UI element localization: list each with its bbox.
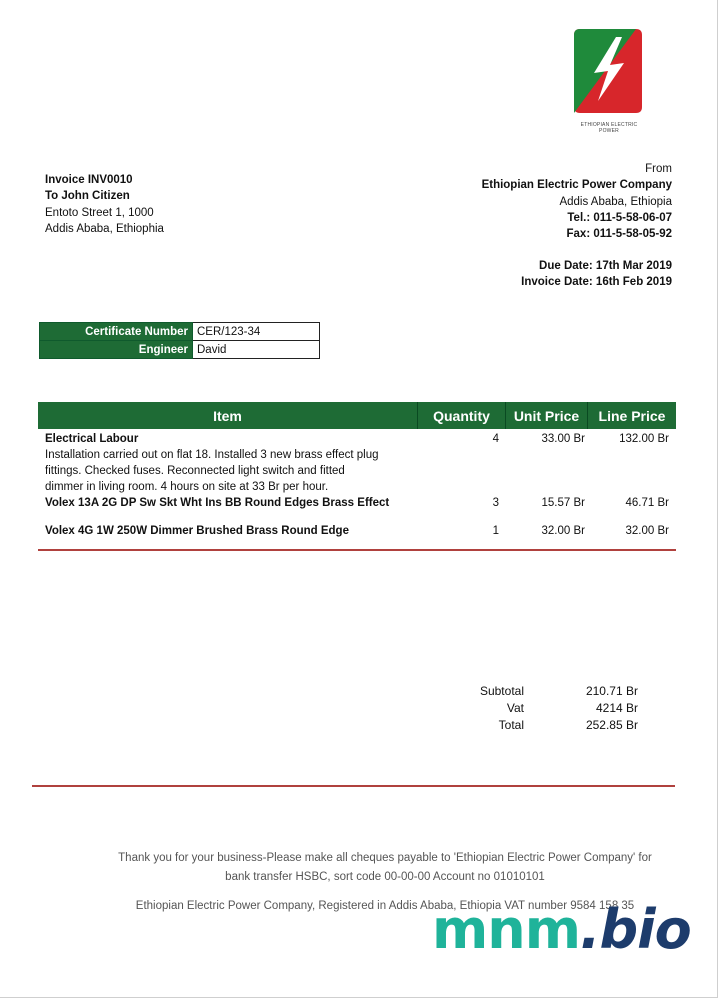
header-quantity: Quantity (418, 402, 506, 429)
item-unit-price: 15.57 Br (541, 497, 585, 509)
registration-note: Ethiopian Electric Power Company, Registered in Addis Ababa, Ethiopia VAT number 9584 158 35 (135, 900, 635, 912)
company-fax: Fax: 011-5-58-05-92 (566, 228, 672, 241)
certificate-row (40, 323, 320, 341)
subtotal-value: 210.71 Br (585, 684, 638, 698)
bill-to-block (45, 172, 164, 237)
item-line-price: 32.00 Br (625, 525, 669, 537)
payment-note (90, 849, 680, 887)
recipient-name: To John Citizen (45, 190, 130, 203)
due-date: Due Date: 17th Mar 2019 (539, 260, 672, 272)
dates-block (521, 258, 672, 291)
lightning-logo-icon (572, 27, 644, 117)
item-quantity: 1 (492, 525, 499, 537)
vat-label: Vat (506, 701, 524, 715)
payment-note-line: Thank you for your business-Please make all cheques payable to 'Ethiopian Electric Power Company' for (118, 852, 652, 864)
watermark-part2: .bio (579, 898, 691, 961)
item-quantity: 4 (492, 433, 499, 445)
item-description-cell (45, 431, 417, 495)
total-value: 252.85 Br (585, 718, 638, 732)
item-title: Volex 4G 1W 250W Dimmer Brushed Brass Round Edge (45, 525, 349, 537)
items-divider (38, 549, 676, 551)
vat-value: 4214 Br (595, 701, 638, 715)
item-unit-price: 33.00 Br (541, 433, 585, 445)
items-table-header (38, 402, 676, 429)
recipient-street: Entoto Street 1, 1000 (45, 206, 154, 219)
item-line-price: 46.71 Br (625, 497, 669, 509)
recipient-city: Addis Ababa, Ethiophia (45, 222, 164, 235)
from-label: From (645, 163, 672, 175)
logo-caption: ETHIOPIAN ELECTRIC POWER (580, 122, 638, 134)
invoice-date: Invoice Date: 16th Feb 2019 (521, 276, 672, 289)
certificate-number-label: Certificate Number (40, 323, 193, 341)
item-quantity: 3 (492, 497, 499, 509)
item-description-line: Installation carried out on flat 18. Installed 3 new brass effect plug (45, 449, 379, 461)
subtotal-label: Subtotal (479, 684, 524, 698)
total-label: Total (498, 718, 524, 732)
engineer-label: Engineer (40, 341, 193, 359)
certificate-table (39, 322, 320, 359)
watermark (432, 900, 691, 960)
item-description-line: dimmer in living room. 4 hours on site at 33 Br per hour. (45, 481, 329, 493)
company-name: Ethiopian Electric Power Company (481, 179, 672, 192)
header-item: Item (38, 402, 418, 429)
engineer-value: David (193, 341, 320, 359)
item-line-price: 132.00 Br (619, 433, 669, 445)
item-description-line: fittings. Checked fuses. Reconnected light switch and fitted (45, 465, 345, 477)
item-title: Volex 13A 2G DP Sw Skt Wht Ins BB Round Edges Brass Effect (45, 497, 390, 509)
invoice-number: Invoice INV0010 (45, 174, 133, 186)
company-block (482, 161, 672, 242)
watermark-part1: mnm (432, 898, 580, 961)
header-line-price: Line Price (598, 407, 666, 424)
certificate-number-value: CER/123-34 (193, 323, 320, 341)
item-unit-price: 32.00 Br (541, 525, 585, 537)
items-table (38, 402, 676, 537)
item-title: Electrical Labour (45, 433, 139, 445)
company-tel: Tel.: 011-5-58-06-07 (567, 211, 672, 224)
engineer-row (40, 341, 320, 359)
company-address: Addis Ababa, Ethiopia (559, 195, 672, 208)
header-unit-price: Unit Price (506, 402, 588, 429)
payment-note-line: bank transfer HSBC, sort code 00-00-00 Account no 01010101 (225, 871, 545, 883)
footer-divider (32, 785, 675, 787)
